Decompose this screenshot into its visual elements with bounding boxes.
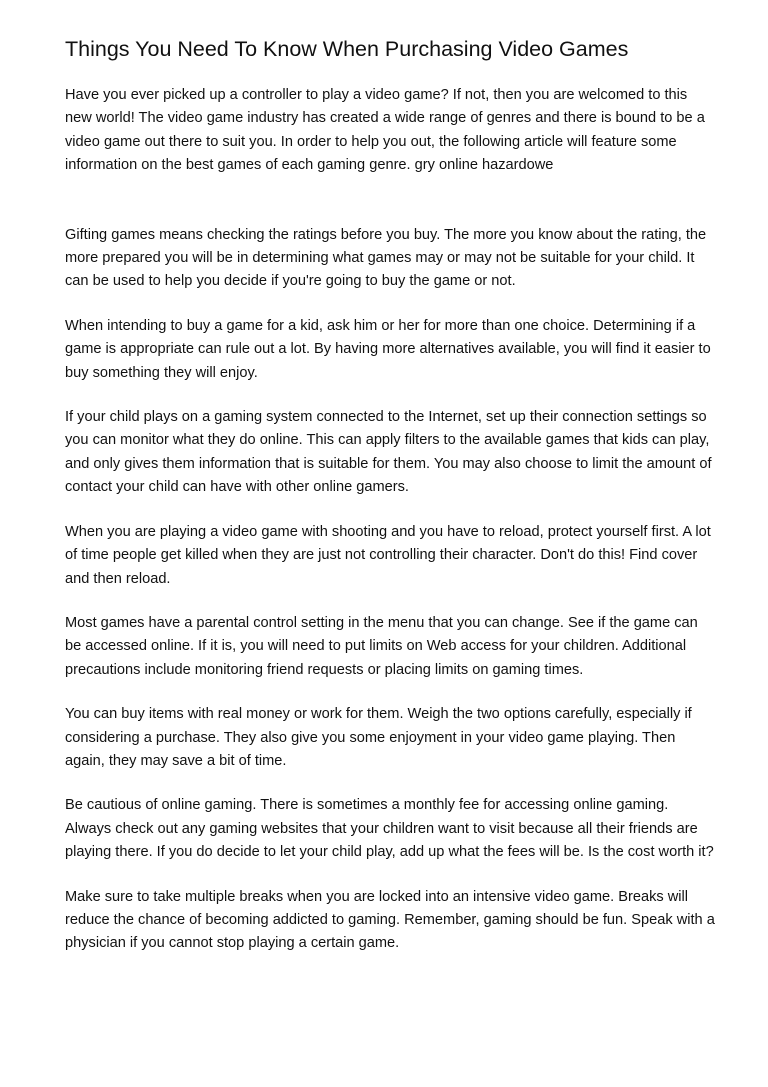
paragraph-online-gaming: Be cautious of online gaming. There is sometimes a monthly fee for accessing online gaming. Always check out any gaming websites that your children want to visit because all their friends are playing there. If you do decide to let your child play, add up what the fees will be. Is the cost worth it? (65, 797, 714, 861)
paragraph-breaks: Make sure to take multiple breaks when you are locked into an intensive video game. Breaks will reduce the chance of becoming addicted to gaming. Remember, gaming should be fun. Speak with a physician if you cannot stop playing a certain game. (65, 888, 715, 952)
paragraph-real-money: You can buy items with real money or work for them. Weigh the two options carefully, especially if considering a purchase. They also give you some enjoyment in your video game playing. Then again, they may save a bit of time. (65, 706, 692, 769)
document-title: Things You Need To Know When Purchasing Video Games (65, 37, 629, 61)
paragraph-kid-choice: When intending to buy a game for a kid, ask him or her for more than one choice. Determining if a game is appropriate can rule out a lot. By having more alternatives available, you will find it easier to buy something they will enjoy. (65, 317, 711, 381)
paragraph-intro: Have you ever picked up a controller to play a video game? If not, then you are welcomed to this new world! The video game industry has created a wide range of genres and there is bound to be a video game out there to suit you. In order to help you out, the following article will feature some information on the best games of each gaming genre. gry online hazardowe (65, 87, 705, 174)
paragraph-reload: When you are playing a video game with shooting and you have to reload, protect yourself first. A lot of time people get killed when they are just not controlling their character. Don't do this! Find cover and then reload. (65, 523, 711, 587)
paragraph-parental-control: Most games have a parental control setting in the menu that you can change. See if the game can be accessed online. If it is, you will need to put limits on Web access for your children. Additional precautions include monitoring friend requests or placing limits on gaming times. (65, 614, 698, 678)
paragraph-ratings: Gifting games means checking the ratings before you buy. The more you know about the rating, the more prepared you will be in determining what games may or may not be suitable for your child. It can be used to help you decide if you're going to buy the game or not. (65, 226, 707, 290)
paragraph-connection-settings: If your child plays on a gaming system connected to the Internet, set up their connection settings so you can monitor what they do online. This can apply filters to the available games that kids can play, and only gives them information that is suitable for them. You may also choose to limit the amount of contact your child can have with other online gamers. (65, 409, 712, 496)
document-page (65, 34, 715, 977)
